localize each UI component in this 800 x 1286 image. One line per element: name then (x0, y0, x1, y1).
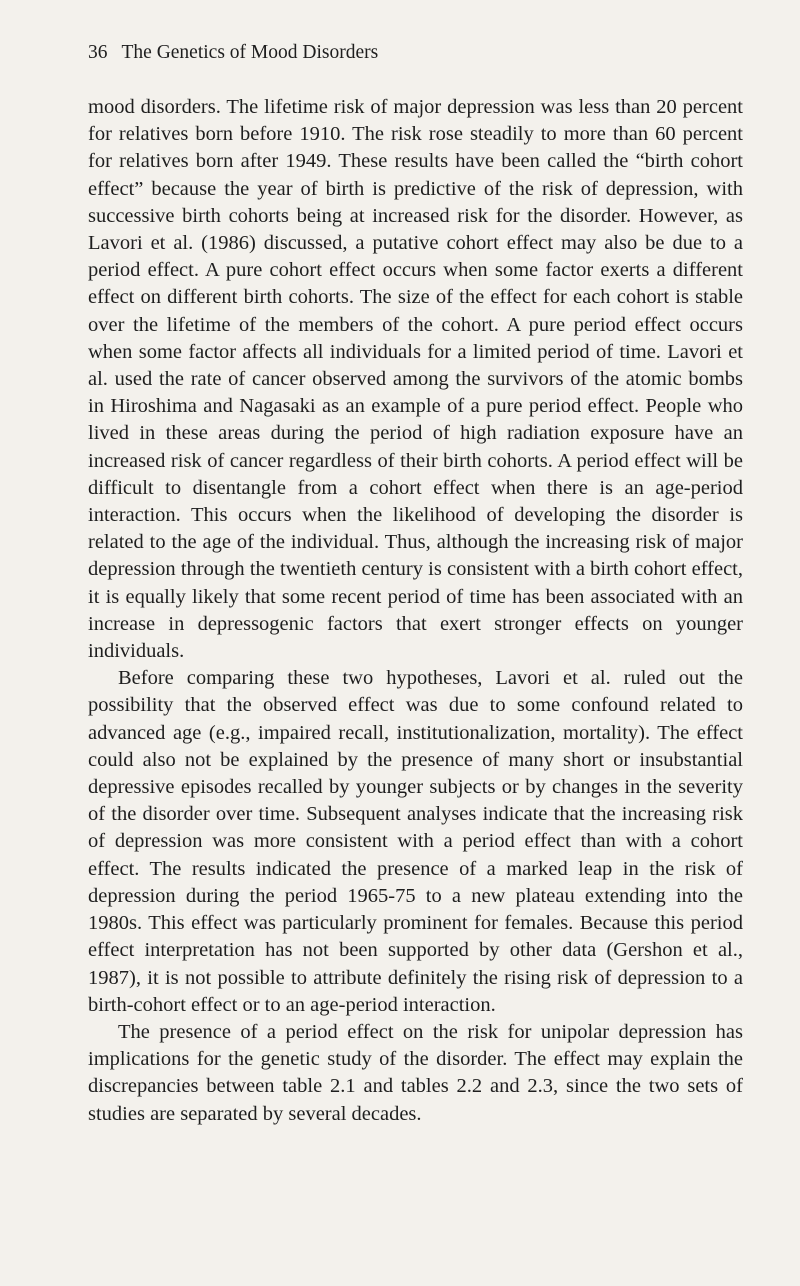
body-text (88, 94, 743, 1128)
paragraph-continued: mood disorders. The lifetime risk of major depression was less than 20 percent for relatives born before 1910. The risk rose steadily to more than 60 percent for relatives born after 1949. These results have been called the “birth cohort effect” because the year of birth is predictive of the risk of depression, with successive birth cohorts being at increased risk for the disorder. However, as Lavori et al. (1986) discussed, a putative cohort effect may also be due to a period effect. A pure cohort effect occurs when some factor exerts a different effect on different birth cohorts. The size of the effect for each cohort is stable over the lifetime of the members of the cohort. A pure period effect occurs when some factor affects all individuals for a limited period of time. Lavori et al. used the rate of cancer observed among the survivors of the atomic bombs in Hiroshima and Nagasaki as an example of a pure period effect. People who lived in these areas during the period of high radiation exposure have an increased risk of cancer regardless of their birth cohorts. A period effect will be difficult to disentangle from a cohort effect when there is an age-period interaction. This occurs when the likelihood of developing the disorder is related to the age of the individual. Thus, although the increasing risk of major depression through the twentieth century is consistent with a birth cohort effect, it is equally likely that some recent period of time has been associated with an increase in depressogenic factors that exert stronger effects on younger individuals. (88, 96, 743, 663)
book-page (88, 40, 743, 1128)
running-header (88, 40, 743, 66)
paragraph-implications: The presence of a period effect on the risk for unipolar depression has implications for the genetic study of the disorder. The effect may explain the discrepancies between table 2.1 and tables 2.2 and 2.3, since the two sets of studies are separated by several decades. (88, 1020, 743, 1125)
page-number: 36 (88, 42, 108, 63)
paragraph-hypotheses: Before comparing these two hypotheses, Lavori et al. ruled out the possibility that the observed effect was due to some confound related to advanced age (e.g., impaired recall, institutionalization, mortality). The effect could also not be explained by the presence of many short or insubstantial depressive episodes recalled by younger subjects or by changes in the severity of the disorder over time. Subsequent analyses indicate that the increasing risk of depression was more consistent with a period effect than with a cohort effect. The results indicated the presence of a marked leap in the risk of depression during the period 1965-75 to a new plateau extending into the 1980s. This effect was particularly prominent for females. Because this period effect interpretation has not been supported by other data (Gershon et al., 1987), it is not possible to attribute definitely the rising risk of depression to a birth-cohort effect or to an age-period interaction. (88, 667, 743, 1016)
running-title: The Genetics of Mood Disorders (121, 42, 379, 63)
